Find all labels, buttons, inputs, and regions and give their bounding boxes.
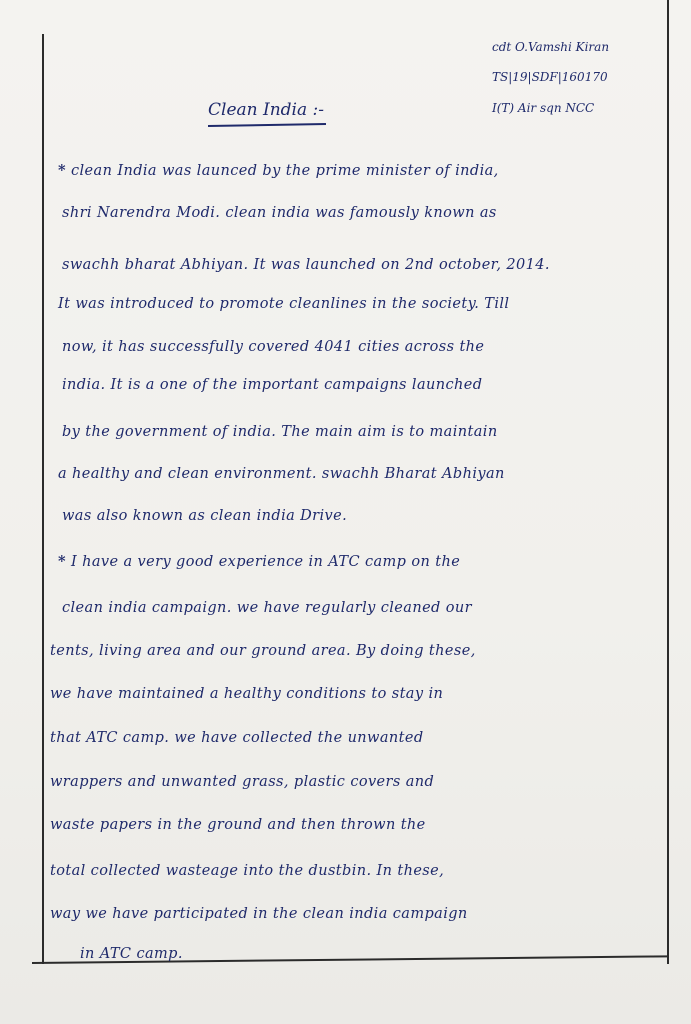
paragraph-1-line-9: was also known as clean india Drive.	[62, 508, 348, 524]
title-underline	[208, 123, 326, 127]
paragraph-2-line-3: tents, living area and our ground area. By doing these,	[50, 643, 476, 659]
paragraph-2-line-4: we have maintained a healthy conditions to stay in	[50, 686, 444, 702]
paragraph-1-line-1: * clean India was launced by the prime minister of india,	[58, 162, 499, 179]
page-left-margin-line	[42, 34, 44, 964]
cadet-name: cdt O.Vamshi Kiran	[492, 40, 610, 54]
paragraph-2-line-2: clean india campaign. we have regularly cleaned our	[62, 600, 472, 616]
paragraph-1-line-7: by the government of india. The main aim is to maintain	[62, 424, 498, 440]
bullet-mark: *	[58, 162, 66, 179]
bullet-mark: *	[58, 553, 66, 570]
paragraph-1-line-8: a healthy and clean environment. swachh Bharat Abhiyan	[58, 466, 505, 482]
paragraph-1-line-6: india. It is a one of the important campaigns launched	[62, 377, 483, 393]
paragraph-2-line-7: waste papers in the ground and then thrown the	[50, 817, 426, 833]
cadet-regimental-number: TS|19|SDF|160170	[492, 70, 608, 84]
paragraph-2-line-10: in ATC camp.	[80, 946, 183, 962]
paragraph-1-line-4: It was introduced to promote cleanlines in the society. Till	[58, 296, 510, 312]
cadet-unit: I(T) Air sqn NCC	[492, 101, 595, 115]
paragraph-2-line-9: way we have participated in the clean india campaign	[50, 906, 468, 922]
paragraph-2-line-8: total collected wasteage into the dustbin. In these,	[50, 863, 445, 879]
page-right-margin-line	[667, 0, 669, 964]
paragraph-1-line-3: swachh bharat Abhiyan. It was launched on 2nd october, 2014.	[62, 257, 550, 273]
paragraph-1-line-2: shri Narendra Modi. clean india was famously known as	[62, 205, 497, 221]
paragraph-2-line-5: that ATC camp. we have collected the unwanted	[50, 730, 424, 746]
paragraph-1-line-5: now, it has successfully covered 4041 cities across the	[62, 339, 485, 355]
essay-title: Clean India :-	[208, 100, 324, 120]
paragraph-2-line-6: wrappers and unwanted grass, plastic covers and	[50, 774, 435, 790]
paragraph-2-line-1: * I have a very good experience in ATC camp on the	[58, 553, 461, 570]
